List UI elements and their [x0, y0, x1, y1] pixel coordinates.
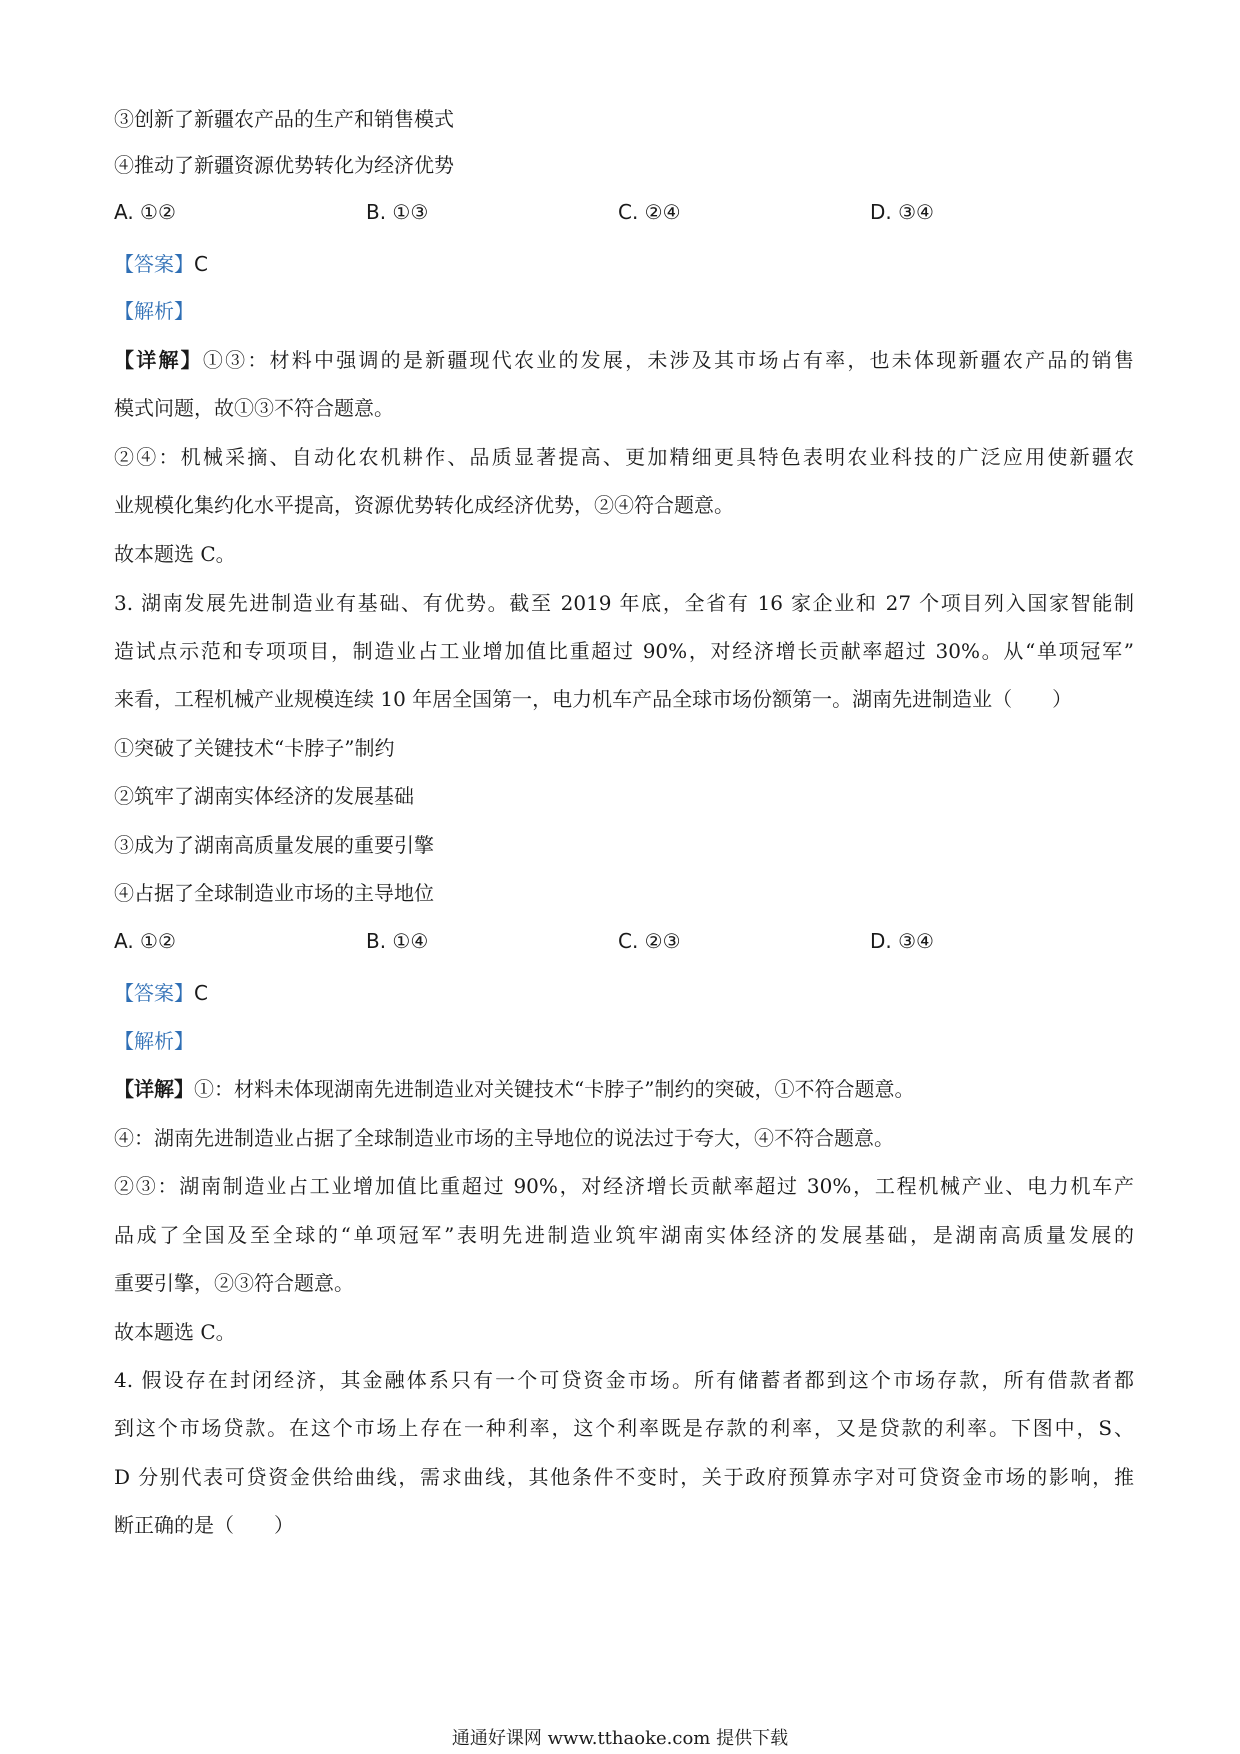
option-c: C. ②④	[618, 200, 681, 224]
question-stem: 到这个市场贷款。在这个市场上存在一种利率，这个利率既是存款的利率，又是贷款的利率。下图中，S、	[114, 1416, 1134, 1440]
question-stem: 3. 湖南发展先进制造业有基础、有优势。截至 2019 年底，全省有 16 家企业和 27 个项目列入国家智能制	[114, 591, 1134, 615]
detail-label: 【详解】	[114, 1077, 194, 1101]
detail-text: ②③：湖南制造业占工业增加值比重超过 90%，对经济增长贡献率超过 30%，工程机械产业、电力机车产	[114, 1174, 1134, 1198]
question-stem: D 分别代表可贷资金供给曲线，需求曲线，其他条件不变时，关于政府预算赤字对可贷资金市场的影响，推	[114, 1465, 1134, 1489]
detail-line	[114, 345, 1134, 375]
option-d: D. ③④	[870, 929, 934, 953]
statement-3: ③成为了湖南高质量发展的重要引擎	[114, 833, 434, 857]
conclusion: 故本题选 C。	[114, 1320, 236, 1344]
detail-line	[114, 1074, 1134, 1104]
answer-value: C	[194, 981, 208, 1005]
detail-text: ①③：材料中强调的是新疆现代农业的发展，未涉及其市场占有率，也未体现新疆农产品的销售	[202, 348, 1135, 372]
answer-label: 【答案】	[114, 981, 194, 1005]
option-b: B. ①③	[366, 200, 429, 224]
option-d: D. ③④	[870, 200, 934, 224]
statement-2: ②筑牢了湖南实体经济的发展基础	[114, 784, 414, 808]
statement-3: ③创新了新疆农产品的生产和销售模式	[114, 107, 454, 131]
detail-label: 【详解】	[114, 348, 203, 372]
detail-text: 重要引擎，②③符合题意。	[114, 1271, 354, 1295]
statement-1: ①突破了关键技术“卡脖子”制约	[114, 736, 395, 760]
answer-label: 【答案】	[114, 252, 194, 276]
analysis-label: 【解析】	[114, 1029, 194, 1053]
detail-text: 品成了全国及至全球的“单项冠军”表明先进制造业筑牢湖南实体经济的发展基础，是湖南高质量发展的	[114, 1223, 1134, 1247]
conclusion: 故本题选 C。	[114, 542, 236, 566]
question-stem: 造试点示范和专项项目，制造业占工业增加值比重超过 90%，对经济增长贡献率超过 30%。从“单项冠军”	[114, 639, 1134, 663]
option-b: B. ①④	[366, 929, 429, 953]
answer-line	[114, 978, 1134, 1008]
statement-4: ④推动了新疆资源优势转化为经济优势	[114, 153, 454, 177]
detail-text: ②④：机械采摘、自动化农机耕作、品质显著提高、更加精细更具特色表明农业科技的广泛应用使新疆农	[114, 445, 1134, 469]
detail-text: ①：材料未体现湖南先进制造业对关键技术“卡脖子”制约的突破，①不符合题意。	[194, 1077, 915, 1101]
analysis-label: 【解析】	[114, 299, 194, 323]
option-a: A. ①②	[114, 200, 176, 224]
question-stem: 4. 假设存在封闭经济，其金融体系只有一个可贷资金市场。所有储蓄者都到这个市场存款，所有借款者都	[114, 1368, 1134, 1392]
question-stem: 断正确的是（ ）	[114, 1513, 294, 1537]
answer-value: C	[194, 252, 208, 276]
option-a: A. ①②	[114, 929, 176, 953]
question-stem: 来看，工程机械产业规模连续 10 年居全国第一，电力机车产品全球市场份额第一。湖南先进制造业（ ）	[114, 687, 1073, 711]
detail-text: 业规模化集约化水平提高，资源优势转化成经济优势，②④符合题意。	[114, 493, 734, 517]
option-c: C. ②③	[618, 929, 681, 953]
detail-text: 模式问题，故①③不符合题意。	[114, 396, 394, 420]
detail-text: ④：湖南先进制造业占据了全球制造业市场的主导地位的说法过于夸大，④不符合题意。	[114, 1126, 894, 1150]
statement-4: ④占据了全球制造业市场的主导地位	[114, 881, 434, 905]
answer-line	[114, 249, 1134, 279]
page-footer: 通通好课网 www.tthaoke.com 提供下载	[451, 1728, 789, 1749]
